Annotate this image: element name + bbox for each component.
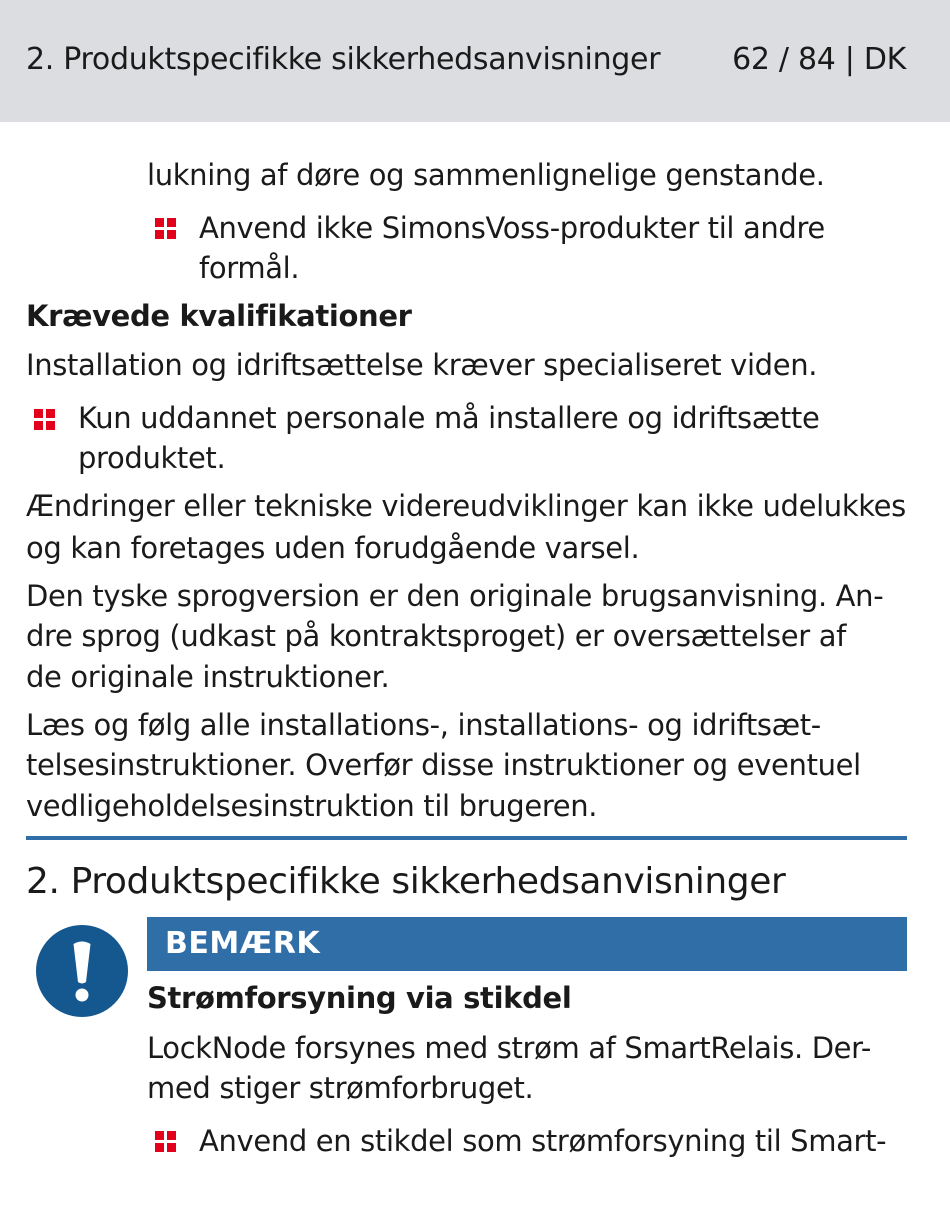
page-number: 62 / 84 | DK bbox=[732, 42, 906, 77]
bullet-icon bbox=[155, 218, 177, 240]
paragraph-line: vedligeholdelsesinstruktion til brugeren. bbox=[26, 789, 598, 823]
paragraph-line: Læs og følg alle installations-, installations- og idriftsæt- bbox=[26, 708, 821, 742]
bullet-text: formål. bbox=[199, 251, 300, 285]
paragraph-line: de originale instruktioner. bbox=[26, 660, 390, 694]
bullet-icon bbox=[155, 1131, 177, 1153]
qualifications-text: Installation og idriftsættelse kræver specialiseret viden. bbox=[26, 348, 818, 382]
paragraph-line: Den tyske sprogversion er den originale brugsanvisning. An- bbox=[26, 579, 884, 613]
bullet-text: Kun uddannet personale må installere og idriftsætte bbox=[78, 401, 820, 435]
notice-text: med stiger strømforbruget. bbox=[147, 1071, 534, 1105]
paragraph-line: Ændringer eller tekniske videreudviklinger kan ikke udelukkes bbox=[26, 489, 906, 523]
paragraph-line: og kan foretages uden forudgående varsel. bbox=[26, 531, 640, 565]
exclamation-icon bbox=[35, 924, 129, 1018]
paragraph-line: telsesinstruktioner. Overfør disse instruktioner og eventuel bbox=[26, 748, 861, 782]
bullet-text: produktet. bbox=[78, 441, 226, 475]
section-divider bbox=[26, 836, 907, 840]
bullet-text: Anvend en stikdel som strømforsyning til Smart- bbox=[199, 1124, 887, 1158]
notice-banner bbox=[147, 917, 907, 971]
qualifications-heading: Krævede kvalifikationer bbox=[26, 299, 412, 333]
paragraph-line: dre sprog (udkast på kontraktsproget) er oversættelser af bbox=[26, 619, 846, 653]
bullet-icon bbox=[34, 409, 56, 431]
notice-title: Strømforsyning via stikdel bbox=[147, 981, 572, 1015]
notice-label: BEMÆRK bbox=[165, 926, 321, 961]
page-header bbox=[0, 0, 950, 122]
notice-text: LockNode forsynes med strøm af SmartRelais. Der- bbox=[147, 1031, 872, 1065]
header-title: 2. Produktspecifikke sikkerhedsanvisninger bbox=[26, 42, 661, 77]
bullet-text: Anvend ikke SimonsVoss-produkter til andre bbox=[199, 211, 825, 245]
continued-text: lukning af døre og sammenlignelige genstande. bbox=[147, 158, 825, 192]
section-heading: 2. Produktspecifikke sikkerhedsanvisninger bbox=[26, 861, 786, 902]
